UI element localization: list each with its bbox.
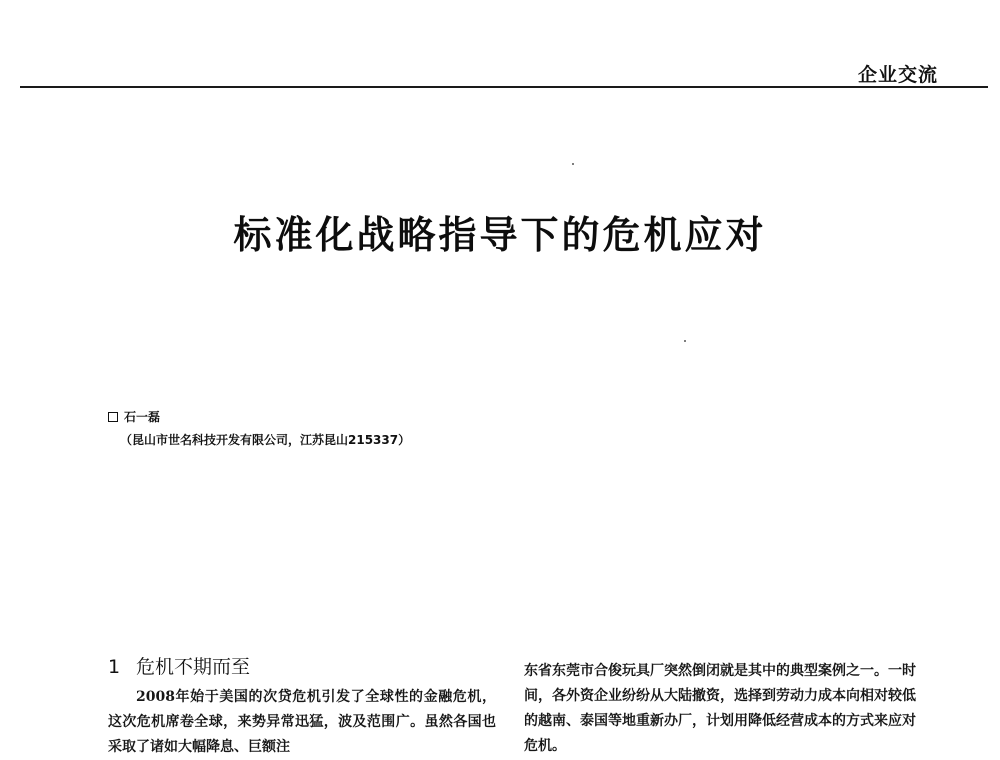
section-title: 危机不期而至 (136, 656, 251, 678)
header-section-label: 企业交流 (857, 64, 938, 86)
author-line (108, 408, 160, 425)
scan-speck (572, 163, 574, 165)
section-number: 1 (108, 656, 121, 678)
right-column-paragraph: 东省东莞市合俊玩具厂突然倒闭就是其中的典型案例之一。一时间，各外资企业纷纷从大陆撤资，选择到劳动力成本向相对较低的越南、泰国等地重新办厂，计划用降低经营成本的方式来应对危机。 (524, 663, 916, 754)
author-name: 石一磊 (124, 410, 161, 424)
left-column (108, 685, 496, 760)
header-rule (20, 86, 988, 88)
author-affiliation: （昆山市世名科技开发有限公司，江苏昆山215337） (120, 433, 411, 447)
right-column (524, 659, 916, 759)
article-title: 标准化战略指导下的危机应对 (233, 213, 767, 257)
section-heading (108, 652, 250, 679)
scan-speck (684, 340, 686, 342)
author-box-icon (108, 412, 118, 422)
left-column-paragraph: 2008年始于美国的次贷危机引发了全球性的金融危机，这次危机席卷全球，来势异常迅猛，波及范围广。虽然各国也采取了诸如大幅降息、巨额注 (108, 689, 496, 755)
